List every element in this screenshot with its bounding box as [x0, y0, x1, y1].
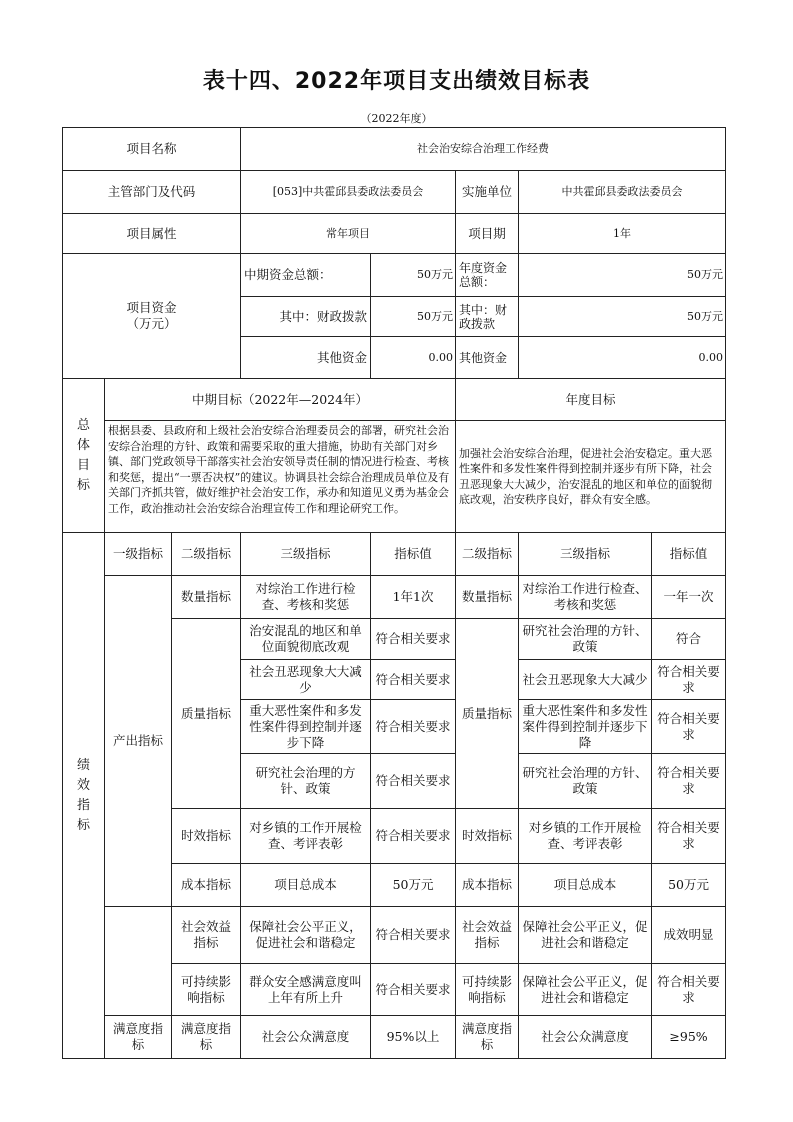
- level3-cell: 对综治工作进行检查、考核和奖惩: [241, 576, 371, 619]
- year-total-label: 年度资金总额：: [456, 254, 519, 297]
- attribute-row: [63, 214, 726, 254]
- output-indicator-label: 产出指标: [105, 576, 172, 907]
- value-annual-cell: 一年一次: [652, 576, 726, 619]
- year-other-label: 其他资金: [456, 337, 519, 379]
- level3-cell: 重大恶性案件和多发性案件得到控制并逐步下降: [241, 700, 371, 754]
- level2-annual-cell: 时效指标: [456, 809, 519, 864]
- indicator-header-row: [63, 533, 726, 576]
- project-name-row: [63, 128, 726, 171]
- header-level2-annual: 二级指标: [456, 533, 519, 576]
- page-title: 表十四、2022年项目支出绩效目标表: [202, 69, 591, 94]
- mid-term-goal-text: 根据县委、县政府和上级社会治安综合治理委员会的部署，研究社会治安综合治理的方针、政策和需要采取的重大措施，协助有关部门对乡镇、部门党政领导干部落实社会治安领导责任制的情况进行检查、考核和奖惩，提出“一票否决权”的建议。协调县社会综合治理成员单位及有关部门齐抓共管，做好维护社会治安工作，承办和知道见义勇为基金会工作，政治推动社会治安综合治理宣传工作和理论研究工作。: [105, 421, 456, 533]
- level2-annual-cell: 数量指标: [456, 576, 519, 619]
- level2-annual-cell: 可持续影响指标: [456, 964, 519, 1016]
- value-cell: 符合相关要求: [371, 754, 456, 809]
- level3-cell: 保障社会公平正义，促进社会和谐稳定: [241, 907, 371, 964]
- level3-cell: 社会公众满意度: [241, 1016, 371, 1059]
- year-fiscal-label: 其中：财政拨款: [456, 297, 519, 337]
- level3-cell: 研究社会治理的方针、政策: [241, 754, 371, 809]
- value-annual-cell: 符合相关要求: [652, 660, 726, 700]
- level3-cell: 治安混乱的地区和单位面貌彻底改观: [241, 619, 371, 660]
- mid-other-label: 其他资金: [241, 337, 371, 379]
- level2-annual-cell: 成本指标: [456, 864, 519, 907]
- table-row: [63, 907, 726, 964]
- value-cell: 符合相关要求: [371, 619, 456, 660]
- level3-annual-cell: 对乡镇的工作开展检查、考评表彰: [519, 809, 652, 864]
- level3-annual-cell: 保障社会公平正义，促进社会和谐稳定: [519, 907, 652, 964]
- attribute-label: 项目属性: [63, 214, 241, 254]
- value-cell: 符合相关要求: [371, 907, 456, 964]
- performance-indicators-label: 绩效指标: [63, 533, 105, 1059]
- year-other-value: 0.00: [519, 337, 726, 379]
- project-name-label: 项目名称: [63, 128, 241, 171]
- project-name-value: 社会治安综合治理工作经费: [241, 128, 726, 171]
- mid-fiscal-label: 其中：财政拨款: [241, 297, 371, 337]
- mid-fiscal-value: 50万元: [371, 297, 456, 337]
- department-value: [053]中共霍邱县委政法委员会: [241, 171, 456, 214]
- header-level2: 二级指标: [172, 533, 241, 576]
- header-value-annual: 指标值: [652, 533, 726, 576]
- funds-label-line2: （万元）: [126, 316, 177, 331]
- level3-cell: 对乡镇的工作开展检查、考评表彰: [241, 809, 371, 864]
- performance-target-table: [62, 127, 726, 1059]
- value-cell: 符合相关要求: [371, 809, 456, 864]
- annual-goal-text: 加强社会治安综合治理，促进社会治安稳定。重大恶性案件和多发性案件得到控制并逐步有所下降，社会丑恶现象大大减少，治安混乱的地区和单位的面貌彻底改观，治安秩序良好，群众有安全感。: [456, 421, 726, 533]
- level3-annual-cell: 项目总成本: [519, 864, 652, 907]
- satisfaction-indicator-label: 满意度指标: [105, 1016, 172, 1059]
- level3-annual-cell: 社会丑恶现象大大减少: [519, 660, 652, 700]
- funds-label: [63, 254, 241, 379]
- value-annual-cell: 符合相关要求: [652, 809, 726, 864]
- level2-cell: 时效指标: [172, 809, 241, 864]
- header-level1: 一级指标: [105, 533, 172, 576]
- level3-annual-cell: 重大恶性案件和多发性案件得到控制并逐步下降: [519, 700, 652, 754]
- level3-cell: 项目总成本: [241, 864, 371, 907]
- value-cell: 50万元: [371, 864, 456, 907]
- value-annual-cell: 符合相关要求: [652, 700, 726, 754]
- value-annual-cell: 符合相关要求: [652, 754, 726, 809]
- year-total-value: 50万元: [519, 254, 726, 297]
- level3-annual-cell: 对综治工作进行检查、考核和奖惩: [519, 576, 652, 619]
- level3-annual-cell: 研究社会治理的方针、政策: [519, 754, 652, 809]
- period-value: 1年: [519, 214, 726, 254]
- mid-total-value: 50万元: [371, 254, 456, 297]
- goals-header-row: [63, 379, 726, 421]
- mid-other-value: 0.00: [371, 337, 456, 379]
- level3-annual-cell: 保障社会公平正义，促进社会和谐稳定: [519, 964, 652, 1016]
- value-cell: 符合相关要求: [371, 660, 456, 700]
- level2-cell: 满意度指标: [172, 1016, 241, 1059]
- level2-cell: 质量指标: [172, 619, 241, 809]
- value-cell: 符合相关要求: [371, 700, 456, 754]
- fiscal-year-subtitle: （2022年度）: [360, 112, 433, 125]
- level2-cell: 可持续影响指标: [172, 964, 241, 1016]
- value-annual-cell: 50万元: [652, 864, 726, 907]
- goals-text-row: [63, 421, 726, 533]
- effect-indicator-label: [105, 907, 172, 1016]
- funds-label-line1: 项目资金: [126, 300, 177, 315]
- level2-annual-cell: 社会效益指标: [456, 907, 519, 964]
- table-row: [63, 576, 726, 619]
- header-level3: 三级指标: [241, 533, 371, 576]
- funds-total-row: [63, 254, 726, 297]
- implementer-label: 实施单位: [456, 171, 519, 214]
- department-row: [63, 171, 726, 214]
- value-annual-cell: 符合相关要求: [652, 964, 726, 1016]
- level2-annual-cell: 质量指标: [456, 619, 519, 809]
- table-row: [63, 1016, 726, 1059]
- mid-term-goal-header: 中期目标（2022年—2024年）: [105, 379, 456, 421]
- overall-goals-label: 总体目标: [63, 379, 105, 533]
- year-fiscal-value: 50万元: [519, 297, 726, 337]
- annual-goal-header: 年度目标: [456, 379, 726, 421]
- level3-annual-cell: 研究社会治理的方针、政策: [519, 619, 652, 660]
- period-label: 项目期: [456, 214, 519, 254]
- attribute-value: 常年项目: [241, 214, 456, 254]
- header-value: 指标值: [371, 533, 456, 576]
- level2-annual-cell: 满意度指标: [456, 1016, 519, 1059]
- header-level3-annual: 三级指标: [519, 533, 652, 576]
- department-label: 主管部门及代码: [63, 171, 241, 214]
- value-cell: 1年1次: [371, 576, 456, 619]
- value-annual-cell: ≥95%: [652, 1016, 726, 1059]
- level3-cell: 社会丑恶现象大大减少: [241, 660, 371, 700]
- level3-cell: 群众安全感满意度叫上年有所上升: [241, 964, 371, 1016]
- mid-total-label: 中期资金总额：: [241, 254, 371, 297]
- value-annual-cell: 成效明显: [652, 907, 726, 964]
- value-cell: 95%以上: [371, 1016, 456, 1059]
- value-annual-cell: 符合: [652, 619, 726, 660]
- implementer-value: 中共霍邱县委政法委员会: [519, 171, 726, 214]
- level2-cell: 数量指标: [172, 576, 241, 619]
- level3-annual-cell: 社会公众满意度: [519, 1016, 652, 1059]
- level2-cell: 社会效益指标: [172, 907, 241, 964]
- value-cell: 符合相关要求: [371, 964, 456, 1016]
- level2-cell: 成本指标: [172, 864, 241, 907]
